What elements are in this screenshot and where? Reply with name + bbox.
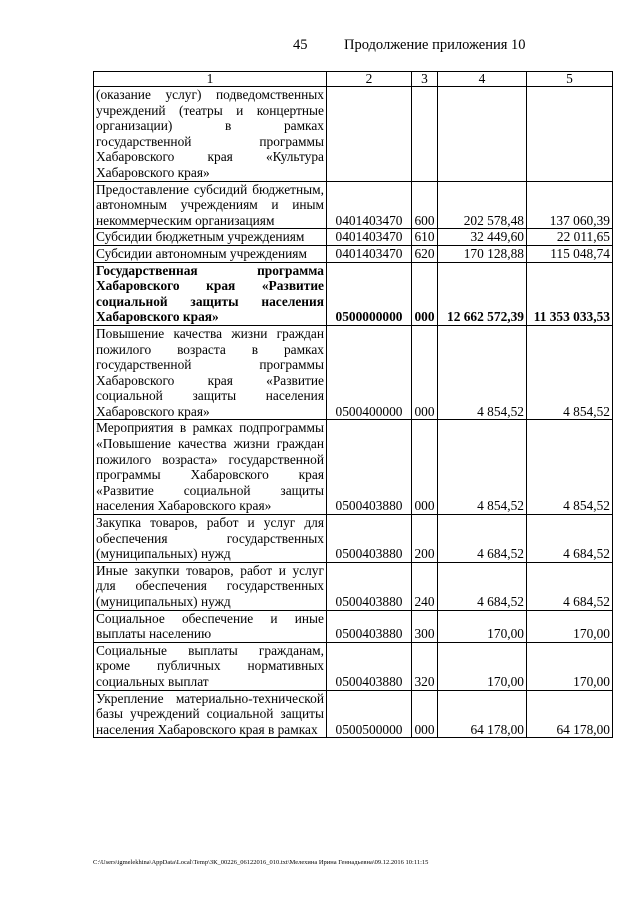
amount-col5: 4 684,52 — [527, 515, 613, 563]
expense-type-code: 000 — [412, 262, 438, 325]
target-code: 0500500000 — [327, 690, 412, 738]
target-code: 0401403470 — [327, 245, 412, 262]
amount-col5: 22 011,65 — [527, 229, 613, 246]
table-row — [94, 325, 613, 420]
expense-type-code: 000 — [412, 420, 438, 515]
expense-type-code: 610 — [412, 229, 438, 246]
expense-name: Закупка товаров, работ и услуг для обеспечения государственных (муниципальных) нужд — [94, 515, 327, 563]
target-code: 0500403880 — [327, 420, 412, 515]
table-row — [94, 562, 613, 610]
target-code: 0500000000 — [327, 262, 412, 325]
target-code — [327, 87, 412, 182]
amount-col5: 11 353 033,53 — [527, 262, 613, 325]
table-row — [94, 420, 613, 515]
target-code: 0401403470 — [327, 181, 412, 229]
document-footer-path: C:\Users\igmelekhina\AppData\Local\Temp\ЗК_00226_06122016_010.txt\Мелехина Ирина Геннадьевна\09.12.2016 10:11:15 — [93, 859, 429, 866]
expense-type-code: 200 — [412, 515, 438, 563]
table-row — [94, 87, 613, 182]
target-code: 0500400000 — [327, 325, 412, 420]
budget-table — [93, 71, 613, 738]
column-header: 2 — [327, 72, 412, 87]
amount-col5: 170,00 — [527, 610, 613, 642]
amount-col4: 4 684,52 — [438, 562, 527, 610]
table-row — [94, 515, 613, 563]
amount-col4: 4 684,52 — [438, 515, 527, 563]
expense-name: Иные закупки товаров, работ и услуг для обеспечения государственных (муниципальных) нужд — [94, 562, 327, 610]
amount-col5: 64 178,00 — [527, 690, 613, 738]
page-header — [0, 37, 640, 57]
expense-name: Субсидии бюджетным учреждениям — [94, 229, 327, 246]
column-header: 5 — [527, 72, 613, 87]
expense-type-code: 600 — [412, 181, 438, 229]
expense-name: Социальные выплаты гражданам, кроме публичных нормативных социальных выплат — [94, 642, 327, 690]
expense-name: Предоставление субсидий бюджетным, автономным учреждениям и иным некоммерческим организациям — [94, 181, 327, 229]
column-header: 4 — [438, 72, 527, 87]
column-header: 1 — [94, 72, 327, 87]
amount-col4: 202 578,48 — [438, 181, 527, 229]
amount-col4 — [438, 87, 527, 182]
expense-name: Укрепление материально-технической базы учреждений социальной защиты населения Хабаровского края в рамках — [94, 690, 327, 738]
expense-type-code: 000 — [412, 690, 438, 738]
target-code: 0401403470 — [327, 229, 412, 246]
amount-col5: 137 060,39 — [527, 181, 613, 229]
target-code: 0500403880 — [327, 610, 412, 642]
amount-col4: 64 178,00 — [438, 690, 527, 738]
amount-col5: 4 684,52 — [527, 562, 613, 610]
column-header: 3 — [412, 72, 438, 87]
table-row — [94, 245, 613, 262]
expense-type-code: 240 — [412, 562, 438, 610]
appendix-title: Продолжение приложения 10 — [344, 37, 526, 53]
expense-type-code: 620 — [412, 245, 438, 262]
budget-table-body — [94, 72, 613, 738]
amount-col4: 170,00 — [438, 642, 527, 690]
amount-col5 — [527, 87, 613, 182]
expense-name: Повышение качества жизни граждан пожилого возраста в рамках государственной программы Хабаровского края «Развитие социальной защиты населения Хабаровского края» — [94, 325, 327, 420]
target-code: 0500403880 — [327, 515, 412, 563]
amount-col4: 32 449,60 — [438, 229, 527, 246]
expense-name: (оказание услуг) подведомственных учреждений (театры и концертные организации) в рамках государственной программы Хабаровского края «Культура Хабаровского края» — [94, 87, 327, 182]
table-row — [94, 181, 613, 229]
amount-col4: 170 128,88 — [438, 245, 527, 262]
expense-type-code — [412, 87, 438, 182]
amount-col5: 115 048,74 — [527, 245, 613, 262]
amount-col4: 4 854,52 — [438, 325, 527, 420]
expense-name: Субсидии автономным учреждениям — [94, 245, 327, 262]
expense-name: Мероприятия в рамках подпрограммы «Повышение качества жизни граждан пожилого возраста» государственной программы Хабаровского края «Развитие социальной защиты населения Хабаровского края» — [94, 420, 327, 515]
amount-col4: 4 854,52 — [438, 420, 527, 515]
table-row — [94, 262, 613, 325]
amount-col5: 170,00 — [527, 642, 613, 690]
expense-name: Государственная программа Хабаровского края «Развитие социальной защиты населения Хабаровского края» — [94, 262, 327, 325]
expense-type-code: 300 — [412, 610, 438, 642]
table-row — [94, 690, 613, 738]
expense-type-code: 000 — [412, 325, 438, 420]
expense-name: Социальное обеспечение и иные выплаты населению — [94, 610, 327, 642]
amount-col5: 4 854,52 — [527, 325, 613, 420]
page-number: 45 — [293, 37, 308, 53]
target-code: 0500403880 — [327, 562, 412, 610]
target-code: 0500403880 — [327, 642, 412, 690]
table-row — [94, 610, 613, 642]
amount-col5: 4 854,52 — [527, 420, 613, 515]
amount-col4: 170,00 — [438, 610, 527, 642]
table-row — [94, 229, 613, 246]
table-row — [94, 642, 613, 690]
amount-col4: 12 662 572,39 — [438, 262, 527, 325]
column-header-row — [94, 72, 613, 87]
expense-type-code: 320 — [412, 642, 438, 690]
